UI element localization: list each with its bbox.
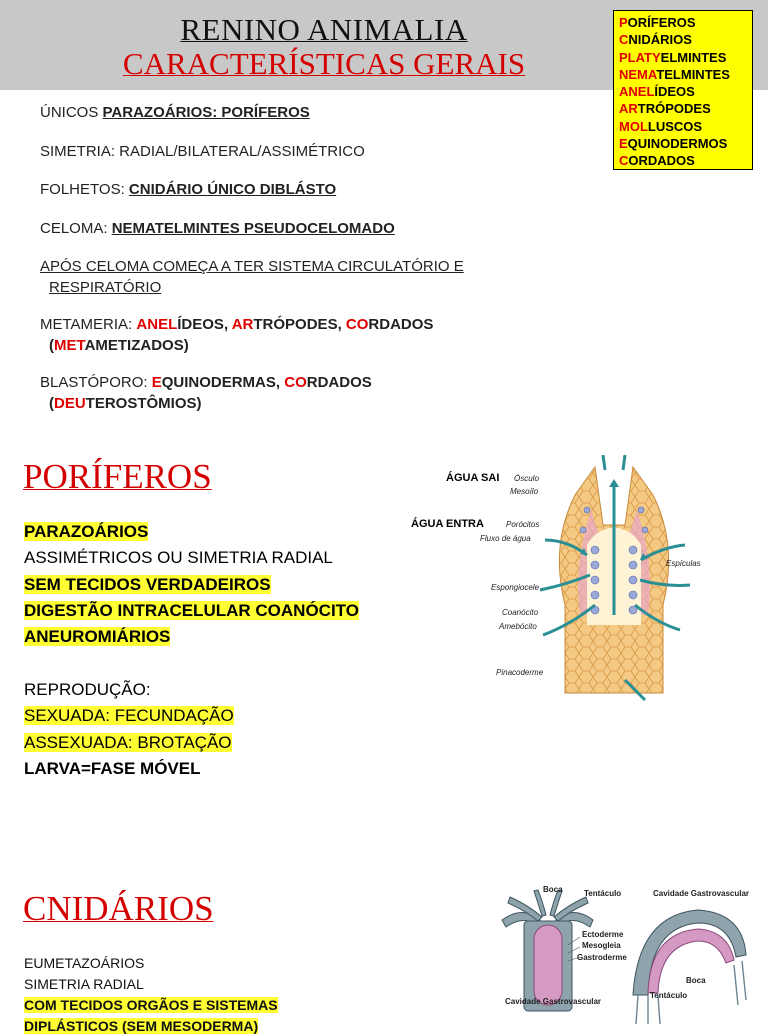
label-mesoilo: Mesoílo — [510, 487, 539, 496]
label-cavidade-gv: Cavidade Gastrovascular — [653, 889, 750, 898]
bullet-unique: ÚNICOS PARAZOÁRIOS: PORÍFEROS — [40, 104, 310, 121]
label-tentaculo-2: Tentáculo — [650, 991, 688, 1000]
cnidarios-item: SIMETRIA RADIAL — [24, 976, 144, 992]
cnidarios-item: EUMETAZOÁRIOS — [24, 955, 145, 971]
label-porocitos: Porócitos — [506, 520, 540, 529]
bullet-after-coelom: APÓS CELOMA COMEÇA A TER SISTEMA CIRCULATÓRIO E RESPIRATÓRIO — [40, 258, 464, 296]
poriferos-item: PARAZOÁRIOS — [24, 522, 149, 541]
poriferos-item: ASSEXUADA: BROTAÇÃO — [24, 733, 232, 752]
page-subtitle: CARACTERÍSTICAS GERAIS — [122, 46, 526, 81]
cnidarios-item: COM TECIDOS ORGÃOS E SISTEMAS — [24, 997, 278, 1013]
poriferos-item: ANEUROMIÁRIOS — [24, 627, 171, 646]
legend-item: PLATYELMINTES — [619, 49, 727, 65]
bullet-germ-layers: FOLHETOS: CNIDÁRIO ÚNICO DIBLÁSTO — [40, 181, 337, 198]
legend-item: EQUINODERMOS — [619, 136, 728, 152]
phyla-legend — [613, 10, 753, 170]
label-coanocito: Coanócito — [502, 608, 539, 617]
legend-item: MOLLUSCOS — [619, 118, 703, 134]
bullet-symmetry: SIMETRIA: RADIAL/BILATERAL/ASSIMÉTRICO — [40, 143, 365, 160]
poriferos-item: SEM TECIDOS VERDADEIROS — [24, 575, 271, 594]
poriferos-title: PORÍFEROS — [23, 457, 212, 496]
poriferos-item: REPRODUÇÃO: — [24, 680, 151, 699]
bullet-metameria: METAMERIA: ANELÍDEOS, ARTRÓPODES, CORDADOS (METAMETIZADOS) — [40, 316, 434, 354]
bullet-coelom: CELOMA: NEMATELMINTES PSEUDOCELOMADO — [40, 220, 395, 237]
legend-item: NEMATELMINTES — [619, 66, 730, 82]
legend-item: PORÍFEROS — [619, 15, 696, 30]
label-boca: Boca — [543, 885, 563, 894]
label-mesogleia: Mesogleia — [582, 941, 621, 950]
label-fluxo: Fluxo de água — [480, 534, 531, 543]
page-title: RENINO ANIMALIA — [180, 12, 468, 47]
poriferos-item: LARVA=FASE MÓVEL — [24, 759, 201, 778]
label-ectoderme: Ectoderme — [582, 930, 624, 939]
label-pinacoderme: Pinacoderme — [496, 668, 544, 677]
legend-item: CORDADOS — [619, 153, 695, 169]
cnidarios-title: CNIDÁRIOS — [23, 889, 214, 928]
legend-item: CNIDÁRIOS — [619, 32, 692, 48]
poriferos-item: SEXUADA: FECUNDAÇÃO — [24, 706, 234, 725]
legend-item: ARTRÓPODES — [619, 101, 711, 117]
poriferos-item: ASSIMÉTRICOS OU SIMETRIA RADIAL — [24, 548, 333, 567]
label-boca-2: Boca — [686, 976, 706, 985]
label-osculo: Ósculo — [514, 474, 539, 483]
label-espiculas: Espículas — [666, 559, 701, 568]
label-cavidade-gastro: Cavidade Gastrovascular — [505, 997, 602, 1006]
agua-sai-label: ÁGUA SAI — [446, 472, 500, 484]
poriferos-item: DIGESTÃO INTRACELULAR COANÓCITO — [24, 601, 359, 620]
label-amebocito: Amebócito — [499, 622, 537, 631]
bullet-blastopore: BLASTÓPORO: EQUINODERMAS, CORDADOS (DEUTEROSTÔMIOS) — [40, 374, 372, 412]
label-tentaculo: Tentáculo — [584, 889, 622, 898]
legend-item: ANELÍDEOS — [619, 84, 695, 100]
label-gastroderme: Gastroderme — [577, 953, 627, 962]
label-espongiocele: Espongiocele — [491, 583, 540, 592]
cnidarios-item: DIPLÁSTICOS (SEM MESODERMA) — [24, 1018, 259, 1034]
agua-entra-label: ÁGUA ENTRA — [411, 518, 484, 530]
